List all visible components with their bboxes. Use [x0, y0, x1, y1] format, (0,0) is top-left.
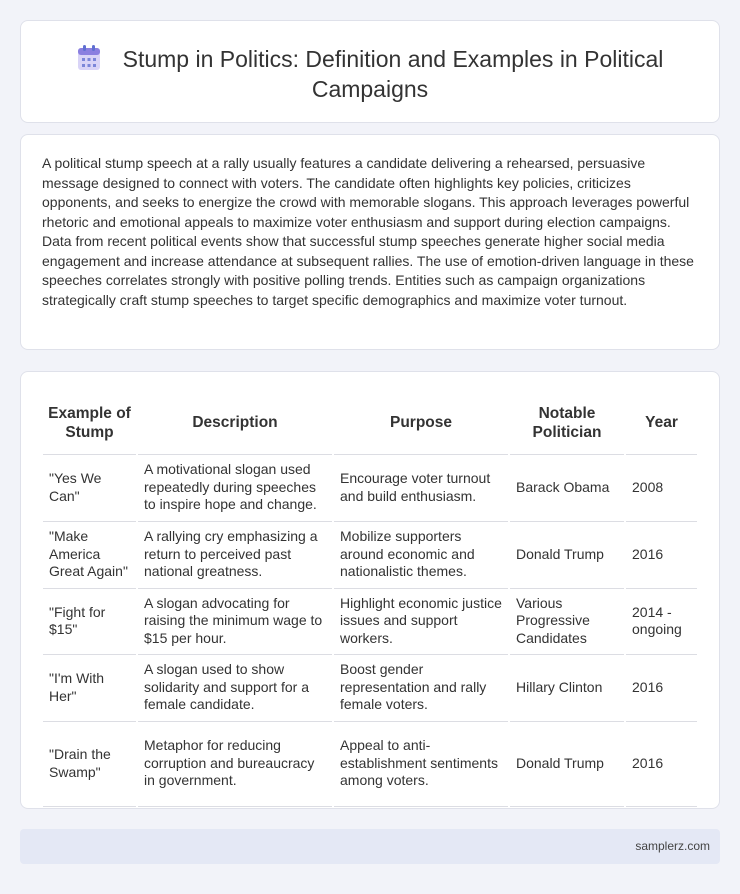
page-title: Stump in Politics: Definition and Examples in Political Campaigns [122, 46, 664, 102]
cell-year: 2016 [625, 721, 697, 806]
cell-politician: Barack Obama [509, 454, 625, 521]
table-row [43, 454, 697, 521]
footer-bar [20, 829, 720, 864]
cell-politician: Donald Trump [509, 521, 625, 588]
cell-politician: Hillary Clinton [509, 654, 625, 721]
column-header-description: Description [137, 392, 333, 454]
cell-description: A motivational slogan used repeatedly during speeches to inspire hope and change. [137, 454, 333, 521]
cell-example: "Yes We Can" [43, 454, 137, 521]
table-row [43, 521, 697, 588]
cell-description: A slogan advocating for raising the minimum wage to $15 per hour. [137, 588, 333, 654]
cell-politician: Donald Trump [509, 721, 625, 806]
cell-purpose: Boost gender representation and rally female voters. [333, 654, 509, 721]
intro-card [20, 134, 720, 350]
table-card [20, 371, 720, 809]
cell-year: 2008 [625, 454, 697, 521]
cell-example: "Fight for $15" [43, 588, 137, 654]
cell-politician: Various Progressive Candidates [509, 588, 625, 654]
table-header-row [43, 392, 697, 454]
footer-site-link[interactable]: samplerz.com [635, 839, 710, 853]
cell-example: "Make America Great Again" [43, 521, 137, 588]
calendar-icon [77, 45, 101, 71]
cell-example: "Drain the Swamp" [43, 721, 137, 806]
cell-purpose: Encourage voter turnout and build enthusiasm. [333, 454, 509, 521]
table-row [43, 588, 697, 654]
title-wrap [21, 44, 719, 104]
cell-purpose: Mobilize supporters around economic and nationalistic themes. [333, 521, 509, 588]
column-header-year: Year [625, 392, 697, 454]
cell-year: 2016 [625, 654, 697, 721]
cell-purpose: Appeal to anti-establishment sentiments among voters. [333, 721, 509, 806]
intro-paragraph: A political stump speech at a rally usually features a candidate delivering a rehearsed, persuasive message designed to connect with voters. The candidate often highlights key policies, criticizes opponents, and seeks to energize the crowd with memorable slogans. This approach leverages powerful rhetoric and emotional appeals to maximize voter enthusiasm and support during election campaigns. Data from recent political events show that successful stump speeches generate higher social media engagement and increase attendance at subsequent rallies. The use of emotion-driven language in these speeches correlates strongly with positive polling trends. Entities such as campaign organizations strategically craft stump speeches to target specific demographics and maximize voter turnout. [42, 155, 694, 308]
cell-example: "I'm With Her" [43, 654, 137, 721]
column-header-politician: Notable Politician [509, 392, 625, 454]
cell-purpose: Highlight economic justice issues and support workers. [333, 588, 509, 654]
table-row [43, 721, 697, 806]
column-header-example: Example of Stump [43, 392, 137, 454]
title-card [20, 20, 720, 123]
stump-examples-table [43, 392, 697, 807]
cell-description: Metaphor for reducing corruption and bureaucracy in government. [137, 721, 333, 806]
cell-description: A rallying cry emphasizing a return to perceived past national greatness. [137, 521, 333, 588]
table-row [43, 654, 697, 721]
column-header-purpose: Purpose [333, 392, 509, 454]
cell-year: 2014 - ongoing [625, 588, 697, 654]
cell-year: 2016 [625, 521, 697, 588]
cell-description: A slogan used to show solidarity and support for a female candidate. [137, 654, 333, 721]
